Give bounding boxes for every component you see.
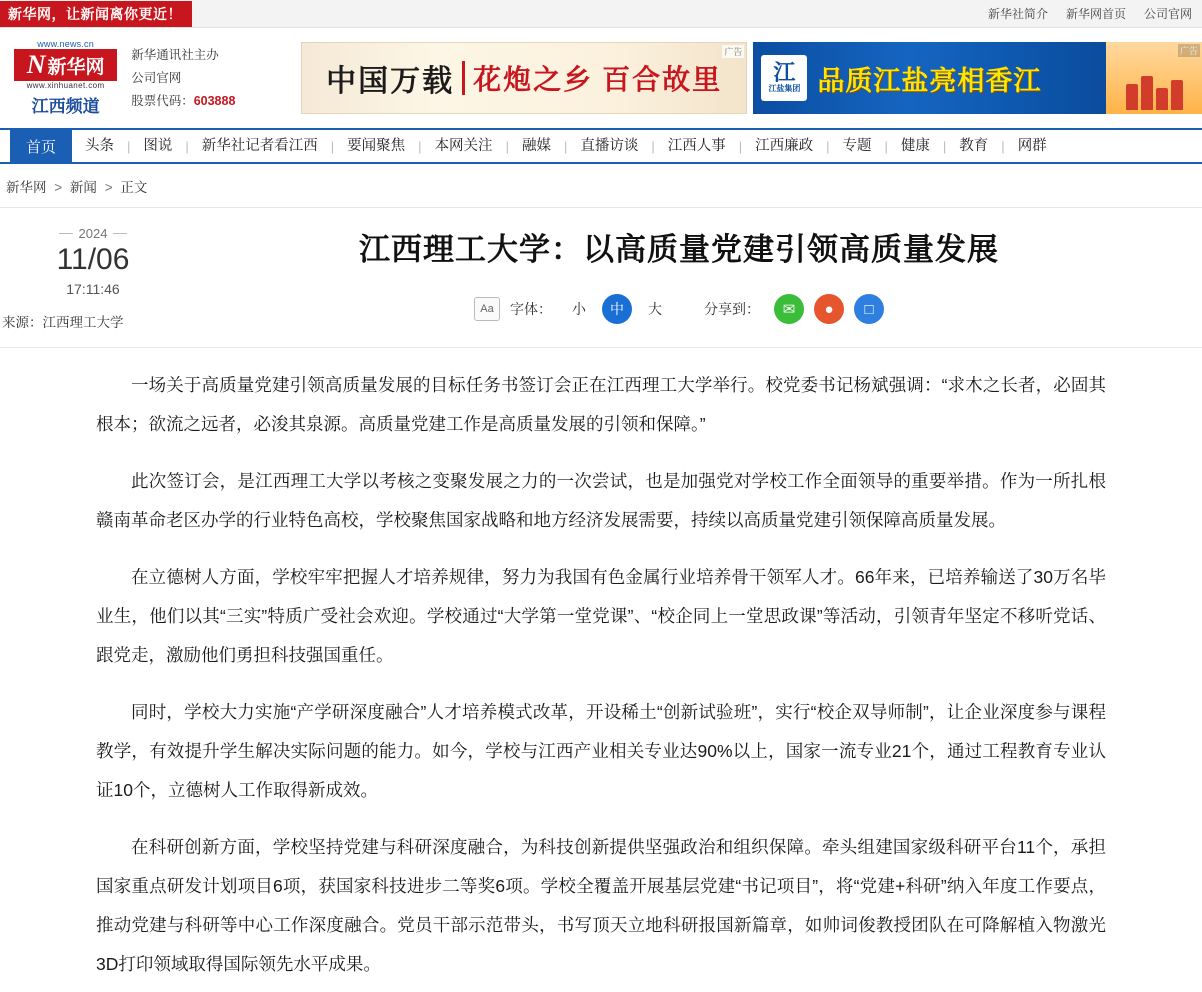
breadcrumb-item-news[interactable]: 新闻 [69, 180, 97, 195]
breadcrumb-item-current: 正文 [120, 180, 148, 195]
banner-ad-jiangyan[interactable] [753, 42, 1202, 114]
font-size-small-button[interactable]: 小 [572, 301, 586, 317]
bottle-2 [1141, 76, 1153, 110]
nav-separator: | [563, 138, 568, 154]
jiangyan-logo-text: 江盐集团 [768, 83, 801, 93]
top-link-about[interactable]: 新华社简介 [987, 7, 1048, 21]
article-paragraph: 在科研创新方面，学校坚持党建与科研深度融合，为科技创新提供坚强政治和组织保障。牵头组建国家级科研平台11个，承担国家重点研发计划项目6项，获国家科技进步二等奖6项。学校全覆盖开展基层党建“书记项目”，将“党建+科研”纳入年度工作要点，推动党建与科研等中心工作深度融合。党员干部示范带头，书写顶天立地科研报国新篇章，如帅词俊教授团队在可降解植入物激光3D打印领域取得国际领先水平成果。 [96, 837, 1106, 974]
logo-pinyin: www.xinhuanet.com [26, 81, 105, 90]
breadcrumb-separator: > [104, 180, 113, 195]
sponsor-line-1: 新华通讯社主办 [131, 47, 219, 62]
nav-item-lianzheng[interactable]: 江西廉政 [755, 138, 814, 154]
share-label: 分享到： [704, 301, 760, 317]
app-icon[interactable]: □ [854, 294, 884, 324]
nav-separator: | [1001, 138, 1005, 154]
nav-separator: | [185, 138, 189, 154]
top-bar-links [988, 5, 1192, 22]
banner-divider [462, 61, 465, 95]
nav-item-home[interactable]: 首页 [10, 130, 72, 162]
article-time: 17:11:46 [66, 281, 120, 297]
ad-label-wanzai: 广告 [724, 47, 743, 57]
banner-ad-wanzai-subtitle: 花炮之乡 百合故里 [473, 65, 723, 96]
nav-item-benwang[interactable]: 本网关注 [434, 138, 493, 154]
font-size-large-button[interactable]: 大 [648, 301, 662, 317]
font-size-label: 字体： [510, 301, 552, 317]
masthead [0, 28, 1202, 128]
jiangyan-logo-mark: 江 [773, 59, 796, 85]
article-paragraph: 此次签订会，是江西理工大学以考核之变聚发展之力的一次尝试，也是加强党对学校工作全面领导的重要举措。作为一所扎根赣南革命老区办学的行业特色高校，学校聚焦国家战略和地方经济发展需要，持续以高质量党建引领保障高质量发展。 [96, 471, 1106, 530]
nav-separator: | [884, 138, 888, 154]
nav-item-jiankang[interactable]: 健康 [900, 138, 930, 154]
breadcrumb-item-home[interactable]: 新华网 [6, 180, 47, 195]
article-toolbar [186, 294, 1172, 324]
bottle-4 [1171, 80, 1183, 110]
nav-item-renshi[interactable]: 江西人事 [667, 138, 726, 154]
page-title: 江西理工大学：以高质量党建引领高质量发展 [359, 232, 999, 267]
article-meta [0, 222, 186, 331]
ad-label-jiangyan: 广告 [1179, 46, 1198, 56]
logo-channel: 江西频道 [31, 97, 100, 116]
nav-separator: | [826, 138, 830, 154]
nav-separator: | [418, 138, 422, 154]
main-nav [0, 128, 1202, 164]
article-paragraph: 同时，学校大力实施“产学研深度融合”人才培养模式改革，开设稀土“创新试验班”，实行“校企双导师制”，让企业深度参与课程教学，有效提升学生解决实际问题的能力。如今，学校与江西产业相关专业达90%以上，国家一流专业21个，通过工程教育专业认证10个，立德树人工作取得新成效。 [96, 702, 1106, 800]
nav-item-tushuo[interactable]: 图说 [143, 138, 173, 154]
nav-item-zhuanti[interactable]: 专题 [842, 138, 872, 154]
nav-item-toutiao[interactable]: 头条 [85, 138, 114, 154]
weibo-icon[interactable]: ● [814, 294, 844, 324]
nav-separator: | [127, 138, 131, 154]
banner-ad-wanzai-content [326, 56, 722, 100]
wechat-icon[interactable]: ✉ [774, 294, 804, 324]
article-year: 2024 [0, 226, 186, 241]
article-date: 11/06 [56, 243, 130, 276]
article-paragraph: 在立德树人方面，学校牢牢把握人才培养规律，努力为我国有色金属行业培养骨干领军人才。66年来，已培养输送了30万名毕业生，他们以其“三实”特质广受社会欢迎。学校通过“大学第一堂党课”、“校企同上一堂思政课”等活动，引领青年坚定不移听党话、跟党走，激励他们勇担科技强国重任。 [96, 567, 1106, 665]
logo-letter-n: N [26, 50, 46, 79]
nav-item-zhibo[interactable]: 直播访谈 [580, 138, 639, 154]
site-logo[interactable] [14, 39, 117, 117]
font-size-icon: Aa [474, 297, 500, 321]
font-size-medium-button[interactable]: 中 [602, 294, 632, 324]
nav-item-yaowen[interactable]: 要闻聚焦 [347, 138, 406, 154]
nav-separator: | [330, 138, 335, 154]
article-body [0, 348, 1202, 984]
top-link-home[interactable]: 新华网首页 [1065, 7, 1126, 21]
stock-code-label: 股票代码： [131, 93, 194, 108]
article-source: 来源：江西理工大学 [2, 315, 124, 330]
stock-code-value: 603888 [193, 93, 236, 108]
sponsor-line-2: 公司官网 [131, 70, 182, 85]
banner-ad-wanzai[interactable] [301, 42, 748, 114]
nav-separator: | [651, 138, 655, 154]
sponsor-info [131, 44, 295, 113]
top-bar [0, 0, 1202, 28]
nav-separator: | [942, 138, 947, 154]
breadcrumb-separator: > [54, 180, 63, 195]
logo-mark [14, 49, 117, 81]
article-header [0, 208, 1202, 348]
article-title-block [186, 222, 1202, 331]
logo-name: 新华网 [47, 56, 105, 78]
site-slogan: 新华网，让新闻离你更近！ [0, 1, 192, 27]
stock-code-line [131, 90, 295, 113]
bottle-1 [1126, 84, 1138, 110]
nav-item-reporters[interactable]: 新华社记者看江西 [201, 138, 318, 154]
nav-item-jiaoyu[interactable]: 教育 [959, 138, 989, 154]
nav-separator: | [738, 138, 743, 154]
top-link-company[interactable]: 公司官网 [1143, 7, 1192, 21]
banner-ad-wanzai-title: 中国万载 [326, 65, 455, 98]
bottle-3 [1156, 88, 1168, 110]
top-bar-left [0, 1, 192, 27]
nav-item-list [72, 130, 1202, 162]
logo-url: www.news.cn [37, 39, 94, 49]
banner-ad-jiangyan-title: 品质江盐亮相香江 [817, 65, 1042, 96]
nav-item-rongmei[interactable]: 融媒 [521, 138, 551, 154]
nav-separator: | [505, 138, 509, 154]
breadcrumb [0, 164, 1202, 208]
nav-item-wangqun[interactable]: 网群 [1017, 138, 1047, 154]
article-paragraph: 一场关于高质量党建引领高质量发展的目标任务书签订会正在江西理工大学举行。校党委书记杨斌强调：“求木之长者，必固其根本；欲流之远者，必浚其泉源。高质量党建工作是高质量发展的引领和保障。” [96, 375, 1106, 434]
jiangyan-logo [761, 55, 807, 101]
